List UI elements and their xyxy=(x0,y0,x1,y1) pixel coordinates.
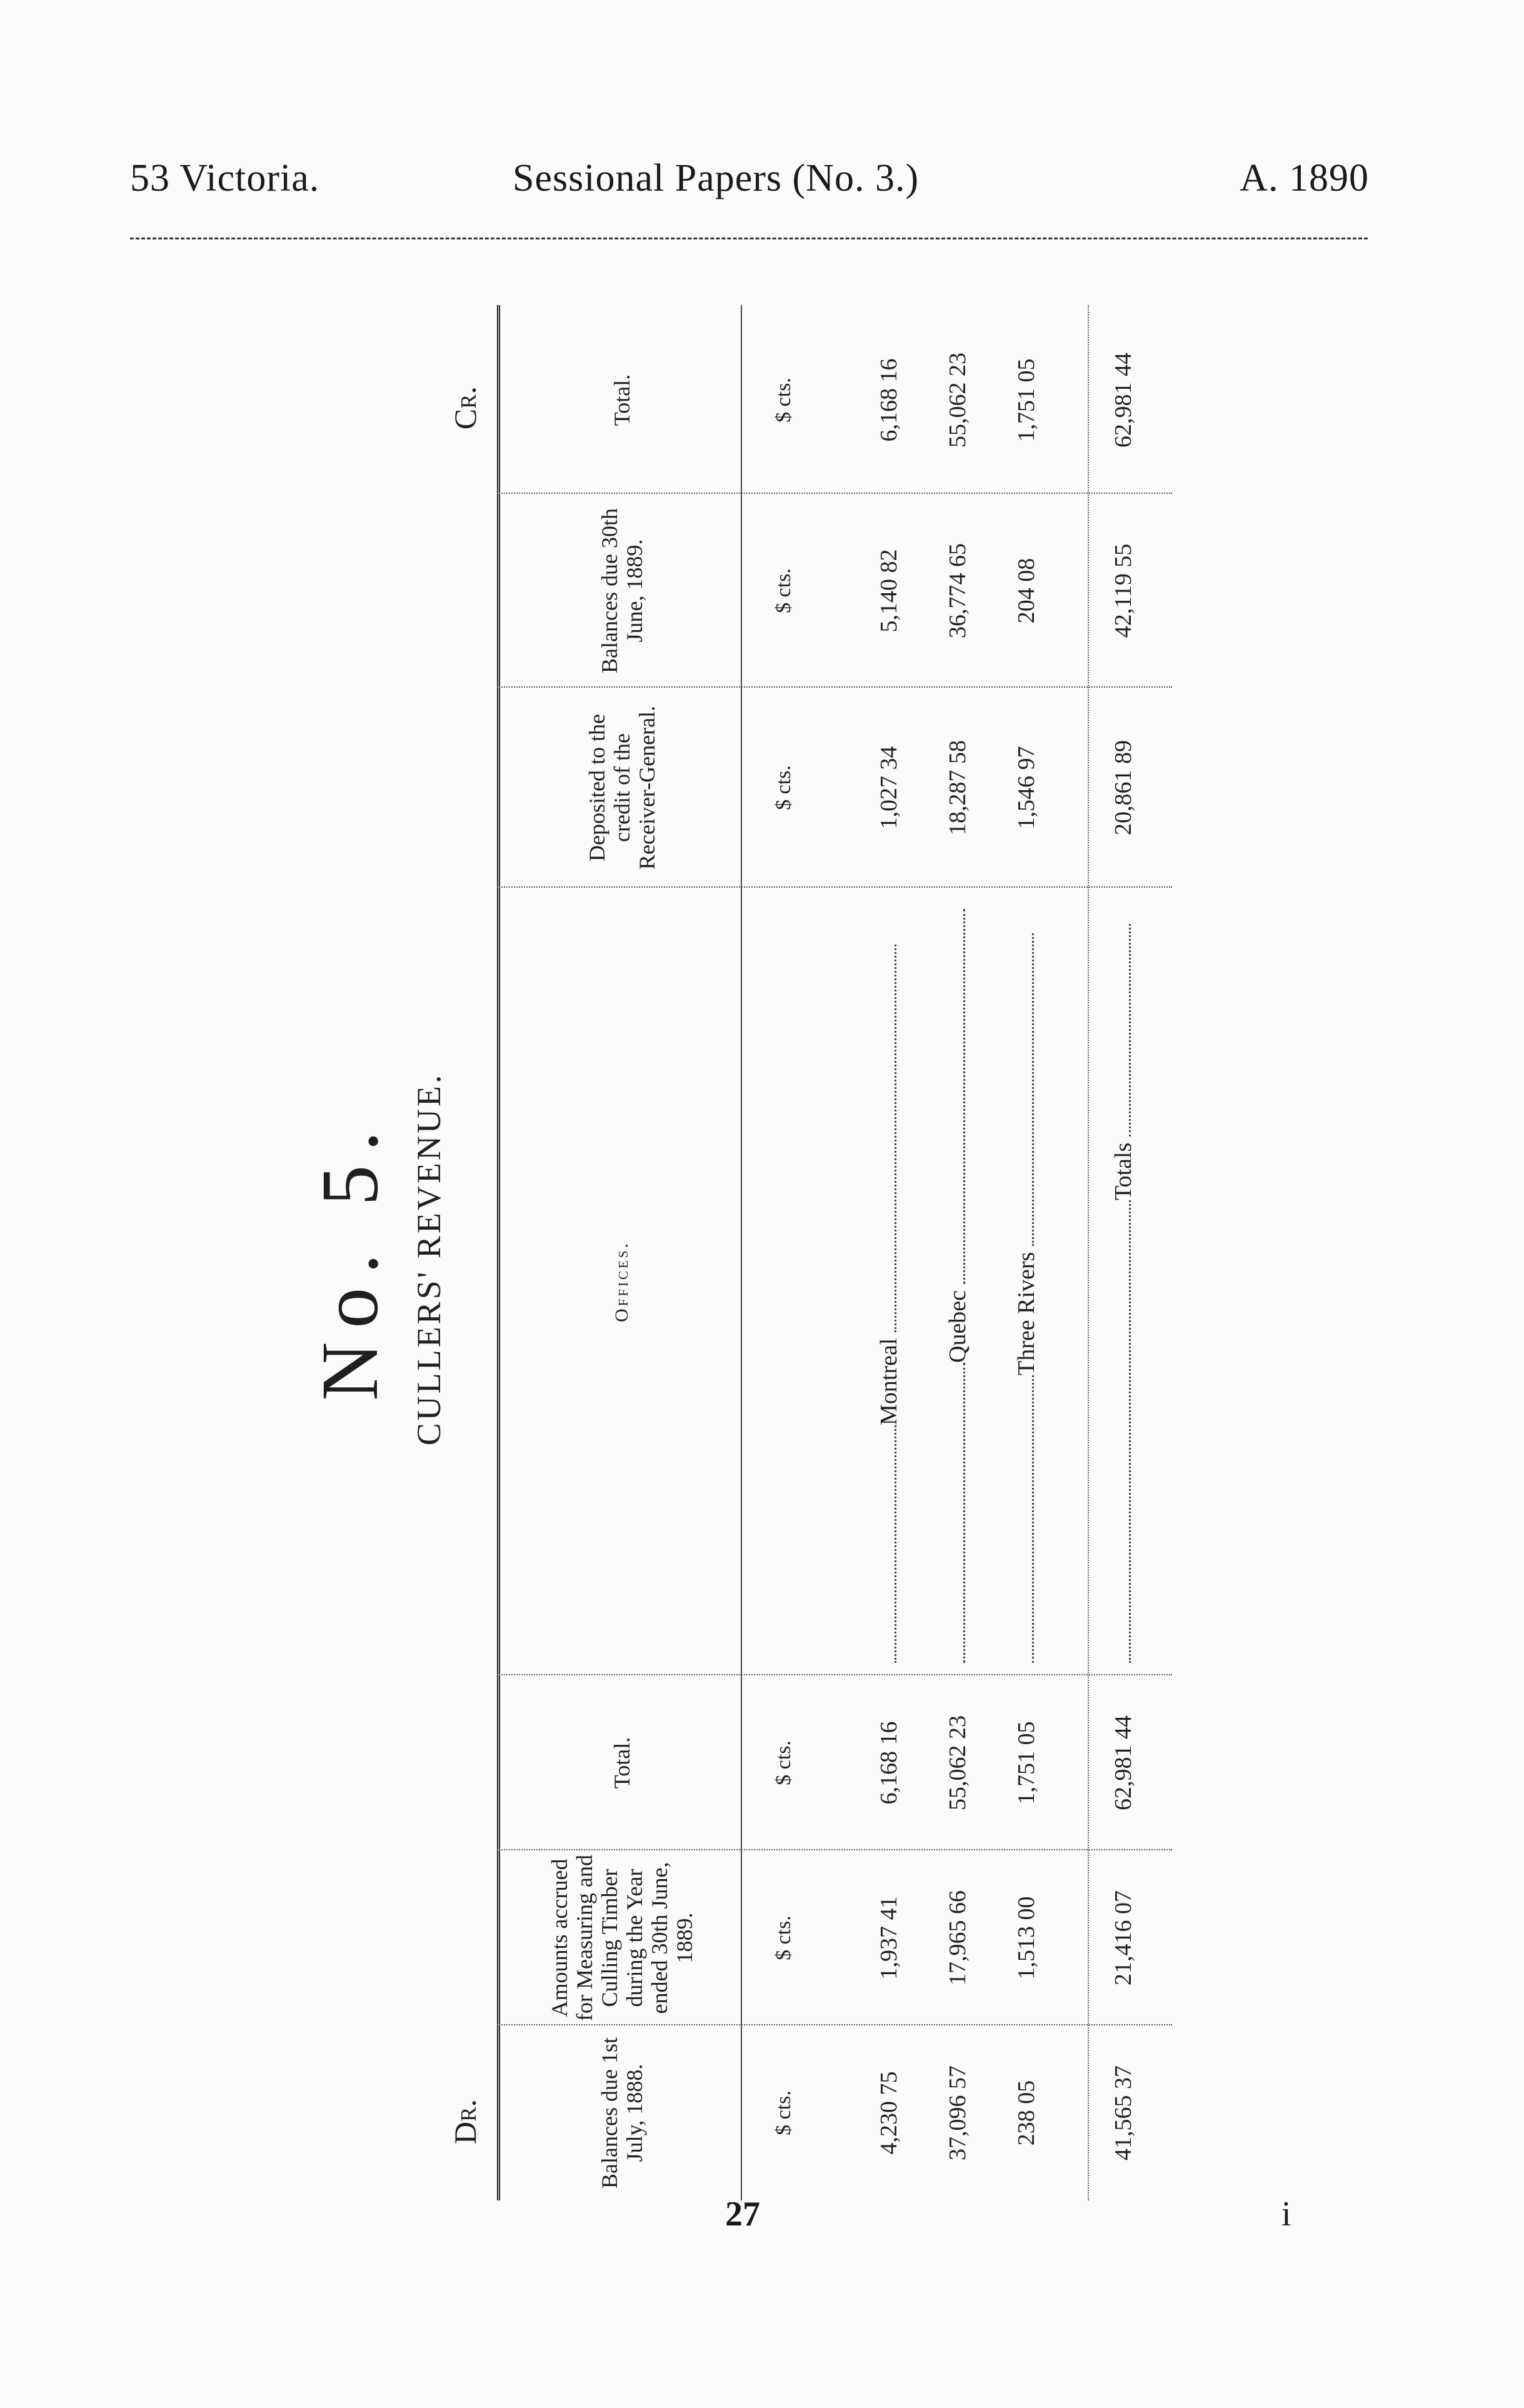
cell-total-dr: 55,062 23 xyxy=(945,1715,971,1810)
cell-accrued: 1,513 00 xyxy=(1013,1896,1040,1980)
debit-label: Dr. xyxy=(448,2099,483,2144)
cell-total-dr: 1,751 05 xyxy=(1013,1721,1040,1805)
header-right: A. 1890 xyxy=(1240,157,1369,199)
totals-office: Totals xyxy=(1110,894,1137,1663)
totals-bal1889: 42,119 55 xyxy=(1110,543,1136,638)
document-number: No. 5. xyxy=(305,1117,395,1401)
cell-deposited: 18,287 58 xyxy=(945,740,971,835)
cell-office: Three Rivers xyxy=(1013,894,1040,1663)
totals-total-dr: 62,981 44 xyxy=(1110,1715,1136,1810)
cell-bal1888: 37,096 57 xyxy=(945,2065,971,2160)
col-header-amounts-accrued: Amounts accrued for Measuring and Culling Timber during the Year ended 30th June, 1889. xyxy=(547,1855,697,2021)
col-header-balances-1888: Balances due 1st July, 1888. xyxy=(597,2037,647,2189)
cell-bal1888: 4,230 75 xyxy=(876,2071,902,2155)
col-header-balances-1889: Balances due 30th June, 1889. xyxy=(597,508,647,673)
cell-bal1889: 36,774 65 xyxy=(945,543,971,638)
col-header-total-dr: Total. xyxy=(609,1737,634,1789)
cell-accrued: 1,937 41 xyxy=(876,1896,902,1980)
cell-accrued: 17,965 66 xyxy=(945,1890,971,1985)
page-roman-numeral: i xyxy=(1281,2195,1291,2234)
table-top-rule xyxy=(497,305,500,2200)
credit-label: Cr. xyxy=(448,386,483,430)
cell-office: Montreal xyxy=(875,894,903,1663)
col-header-total-cr: Total. xyxy=(609,374,634,426)
header-left: 53 Victoria. xyxy=(130,157,320,199)
cell-bal1888: 238 05 xyxy=(1013,2080,1040,2146)
header-bottom-rule xyxy=(741,305,742,2200)
header-rule xyxy=(130,238,1368,239)
cell-total-dr: 6,168 16 xyxy=(876,1721,902,1805)
totals-total-cr: 62,981 44 xyxy=(1110,353,1136,448)
unit-label: $ cts. xyxy=(772,2090,795,2135)
cell-deposited: 1,027 34 xyxy=(876,746,902,830)
unit-label: $ cts. xyxy=(772,1740,795,1785)
cell-total-cr: 6,168 16 xyxy=(876,358,902,442)
unit-label: $ cts. xyxy=(772,1915,795,1960)
cell-deposited: 1,546 97 xyxy=(1013,746,1040,830)
unit-label: $ cts. xyxy=(772,765,795,810)
col-header-deposited: Deposited to the credit of the Receiver-General. xyxy=(584,705,659,870)
cell-bal1889: 204 08 xyxy=(1013,558,1040,624)
unit-label: $ cts. xyxy=(772,568,795,613)
cell-total-cr: 55,062 23 xyxy=(945,353,971,448)
document-title: CULLERS' REVENUE. xyxy=(410,1072,448,1446)
totals-deposited: 20,861 89 xyxy=(1110,740,1136,835)
cell-office: Quebec xyxy=(944,894,971,1663)
totals-bal1888: 41,565 37 xyxy=(1110,2065,1136,2160)
rotated-table-block xyxy=(222,305,1136,2213)
body-bottom-rule xyxy=(1088,305,1089,2200)
header-center: Sessional Papers (No. 3.) xyxy=(513,157,920,199)
col-header-offices: Offices. xyxy=(611,1240,632,1323)
unit-label: $ cts. xyxy=(772,378,795,423)
cell-total-cr: 1,751 05 xyxy=(1013,358,1040,442)
page-number: 27 xyxy=(725,2195,760,2234)
totals-accrued: 21,416 07 xyxy=(1110,1890,1136,1985)
cell-bal1889: 5,140 82 xyxy=(876,549,902,633)
